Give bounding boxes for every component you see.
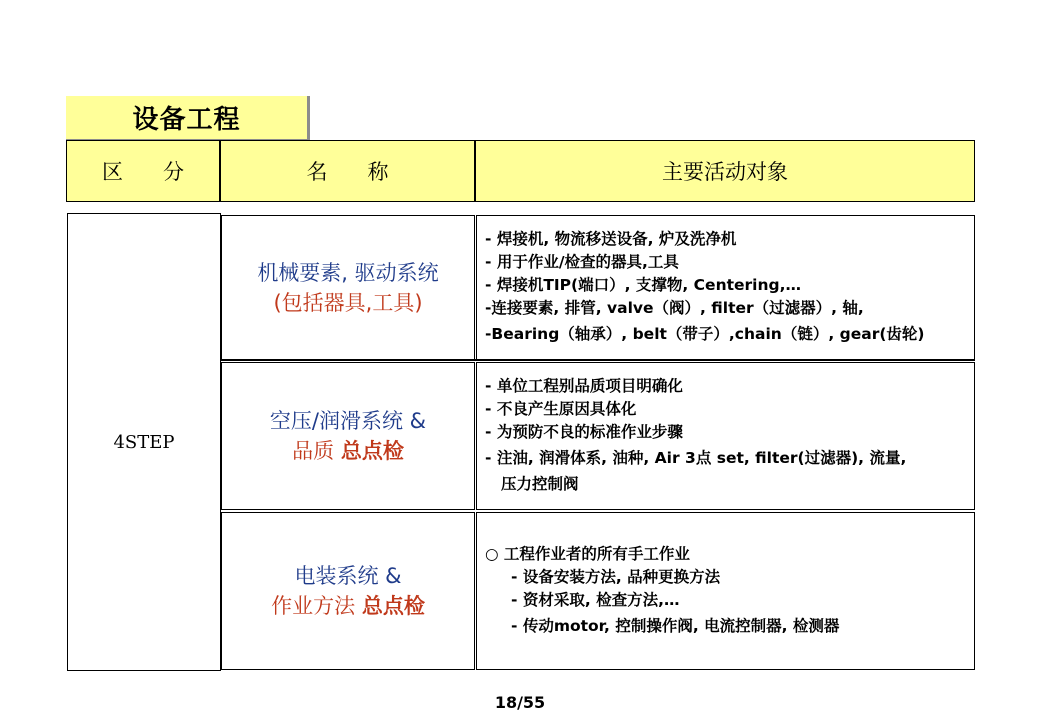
name-part: 作业方法 [271, 594, 362, 618]
header-name [220, 140, 475, 202]
activity-item: - 为预防不良的标准作业步骤 [485, 423, 683, 441]
name-part-emphasis: 总点检 [361, 594, 425, 618]
row-divider [476, 359, 975, 361]
header-category-char2: 分 [163, 160, 184, 184]
header-category [66, 140, 220, 202]
name-part: 品质 [292, 439, 341, 463]
activity-item: - 设备安装方法, 品种更换方法 [511, 568, 721, 586]
activity-item: 压力控制阀 [501, 475, 579, 493]
activity-item: - 焊接机TIP(端口）, 支撑物, Centering,… [485, 276, 802, 294]
header-activities-label: 主要活动对象 [662, 160, 788, 184]
activity-item: - 不良产生原因具体化 [485, 400, 637, 418]
activity-item: - 焊接机, 物流移送设备, 炉及洗净机 [485, 230, 737, 248]
name-line [271, 591, 425, 621]
activity-item: -Bearing（轴承）, belt（带子）,chain（链）, gear(齿轮) [485, 325, 925, 343]
activities-cell-pneumatic [476, 362, 975, 510]
step-label: 4STEP [113, 431, 175, 453]
activity-item: - 传动motor, 控制操作阀, 电流控制器, 检测器 [511, 617, 840, 635]
section-title: 设备工程 [66, 96, 310, 141]
name-cell-electrical [221, 512, 475, 670]
step-cell [67, 213, 221, 671]
name-part-emphasis: 总点检 [340, 439, 404, 463]
activity-item: - 注油, 润滑体系, 油种, Air 3点 set, filter(过滤器), 流量, [485, 449, 907, 467]
name-cell-mechanical [221, 215, 475, 360]
name-line: (包括器具,工具) [273, 290, 423, 315]
name-cell-pneumatic [221, 362, 475, 510]
activity-item: - 用于作业/检查的器具,工具 [485, 253, 679, 271]
name-line: 空压/润滑系统 & [269, 409, 427, 433]
header-activities [475, 140, 975, 202]
activity-item: ○ 工程作业者的所有手工作业 [485, 545, 690, 563]
header-name-char1: 名 [306, 160, 328, 184]
activities-cell-mechanical [476, 215, 975, 360]
row-divider [220, 359, 476, 361]
activity-item: - 资材采取, 检查方法,… [511, 591, 680, 609]
name-line: 机械要素, 驱动系统 [257, 260, 439, 285]
page-number: 18/55 [494, 693, 546, 712]
name-line: 电装系统 & [294, 564, 402, 588]
header-name-char2: 称 [367, 160, 389, 184]
activity-item: -连接要素, 排管, valve（阀）, filter（过滤器）, 轴, [485, 299, 864, 317]
name-line [292, 436, 404, 466]
activities-cell-electrical [476, 512, 975, 670]
activity-item: - 单位工程别品质项目明确化 [485, 377, 683, 395]
header-category-char1: 区 [102, 160, 123, 184]
